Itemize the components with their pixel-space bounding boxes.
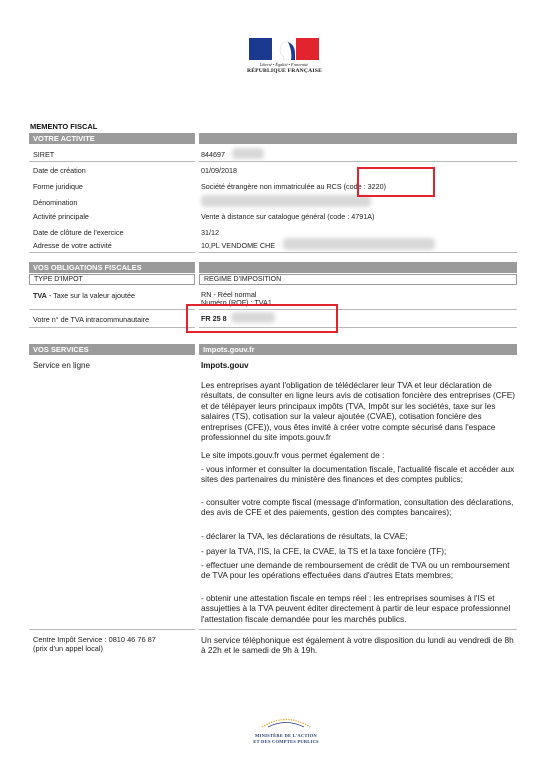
tva-regime-line2: Numéro (ROF) : TVA1 bbox=[201, 298, 272, 307]
tva-label-bold: TVA bbox=[33, 291, 47, 300]
tva-intra-label: Votre n° de TVA intracommunautaire bbox=[33, 315, 150, 324]
address-value: 10,PL VENDOME CHE bbox=[201, 241, 276, 250]
services-site-header: Impots.gouv.fr bbox=[199, 344, 517, 355]
address-label: Adresse de votre activité bbox=[33, 241, 112, 250]
services-list-item: - payer la TVA, l'IS, la CFE, la CVAE, la TS et la taxe foncière (TF); bbox=[201, 546, 447, 556]
fiscal-year-end-value: 31/12 bbox=[201, 228, 219, 237]
tva-label-rest: - Taxe sur la valeur ajoutée bbox=[46, 291, 136, 300]
main-activity-label: Activité principale bbox=[33, 212, 89, 221]
services-list-item: - vous informer et consulter la documentation fiscale, l'actualité fiscale et accéder aux sites des partenaires du ministère des finances et des comptes publics; bbox=[201, 464, 515, 485]
memento-title: MEMENTO FISCAL bbox=[30, 122, 98, 131]
fiscal-year-end-label: Date de clôture de l'exercice bbox=[33, 228, 124, 237]
online-service-title: Impots.gouv bbox=[201, 361, 249, 370]
divider bbox=[199, 252, 517, 253]
siret-label: SIRET bbox=[33, 150, 55, 159]
services-intro-paragraph: Les entreprises ayant l'obligation de télédéclarer leur TVA et leur déclaration de résultats, de consulter en ligne leurs avis de cotisation foncière des entreprises (CFE) et de télépayer leurs principaux impôts (TVA, Impôt sur les sociétés, taxe sur les salaires (TS), cotisation sur la valeur ajoutée (CVAE), cotisation foncière des entreprises (CFE)), vous êtes invité à créer votre compte sécurisé dans l'espace professionnel du site impots.gouv.fr bbox=[201, 380, 516, 443]
tva-intra-value: FR 25 8 bbox=[201, 314, 227, 323]
services-list-item: - obtenir une attestation fiscale en temps réel : les entreprises soumises à l'IS et assujetties à la TVA peuvent éditer directement à partir de leur espace professionnel l'attestation fiscale demandée pour les marchés publics. bbox=[201, 593, 511, 624]
column-tax-regime: REGIME D'IMPOSITION bbox=[199, 274, 517, 285]
centre-impot-service bbox=[33, 635, 193, 653]
legal-form-label: Forme juridique bbox=[33, 182, 83, 191]
section-services-header: VOS SERVICES bbox=[29, 344, 195, 355]
divider bbox=[29, 252, 195, 253]
tva-label bbox=[33, 291, 135, 300]
tva-regime-line1: RN - Réel normal bbox=[201, 290, 257, 299]
services-list-item: - consulter votre compte fiscal (message d'information, consultation des déclarations, des avis de CFE et des paiements, gestion des comptes bancaires); bbox=[201, 497, 514, 518]
centre-hours-text: Un service téléphonique est également à votre disposition du lundi au vendredi de 8h à 22h et le samedi de 9h à 19h. bbox=[201, 635, 514, 656]
divider bbox=[29, 327, 195, 328]
services-list-item: - effectuer une demande de remboursement de crédit de TVA ou un remboursement de TVA pour les opérations effectuées dans d'autres Etats membres; bbox=[201, 560, 510, 581]
ministry-name-line1: MINISTÈRE DE L'ACTION bbox=[255, 733, 317, 738]
redacted-area bbox=[232, 148, 264, 159]
highlight-box-tva-number bbox=[186, 304, 338, 333]
section-obligations-header: VOS OBLIGATIONS FISCALES bbox=[29, 262, 195, 273]
section-activity-header: VOTRE ACTIVITE bbox=[29, 133, 195, 144]
main-activity-value: Vente à distance sur catalogue général (code : 4791A) bbox=[201, 212, 375, 221]
republic-motto: Liberté • Égalité • Fraternité bbox=[259, 62, 309, 67]
ministry-name-line2: ET DES COMPTES PUBLICS bbox=[253, 738, 319, 744]
divider bbox=[29, 309, 195, 310]
creation-date-label: Date de création bbox=[33, 166, 86, 175]
ministry-logo bbox=[246, 715, 326, 744]
creation-date-value: 01/09/2018 bbox=[201, 166, 237, 175]
services-list-intro: Le site impots.gouv.fr vous permet également de : bbox=[201, 450, 385, 460]
marianne-profile-icon bbox=[273, 40, 295, 60]
company-name-label: Dénomination bbox=[33, 198, 78, 207]
section-obligations-header-right bbox=[199, 262, 517, 273]
highlight-box-legal-code bbox=[357, 167, 435, 197]
legal-form-value: Société étrangère non immatriculée au RCS (code : 3220) bbox=[201, 182, 386, 191]
divider bbox=[199, 629, 517, 630]
centre-phone-label: Centre Impôt Service : 0810 46 76 87 bbox=[33, 635, 156, 644]
divider bbox=[29, 161, 195, 162]
divider bbox=[199, 161, 517, 162]
republic-name: RÉPUBLIQUE FRANÇAISE bbox=[247, 68, 323, 74]
online-service-label: Service en ligne bbox=[33, 361, 90, 370]
column-tax-type: TYPE D'IMPOT bbox=[29, 274, 195, 285]
services-list-item: - déclarer la TVA, les déclarations de résultats, la CVAE; bbox=[201, 531, 408, 541]
divider bbox=[29, 629, 195, 630]
section-activity-header-right bbox=[199, 133, 517, 144]
marianne-logo bbox=[247, 38, 321, 74]
siret-value: 844697 bbox=[201, 150, 225, 159]
ministry-emblem-icon bbox=[258, 716, 314, 728]
french-flag-icon bbox=[249, 38, 319, 60]
redacted-area bbox=[283, 238, 435, 250]
redacted-area bbox=[201, 195, 371, 207]
centre-price-note: (prix d'un appel local) bbox=[33, 644, 104, 653]
